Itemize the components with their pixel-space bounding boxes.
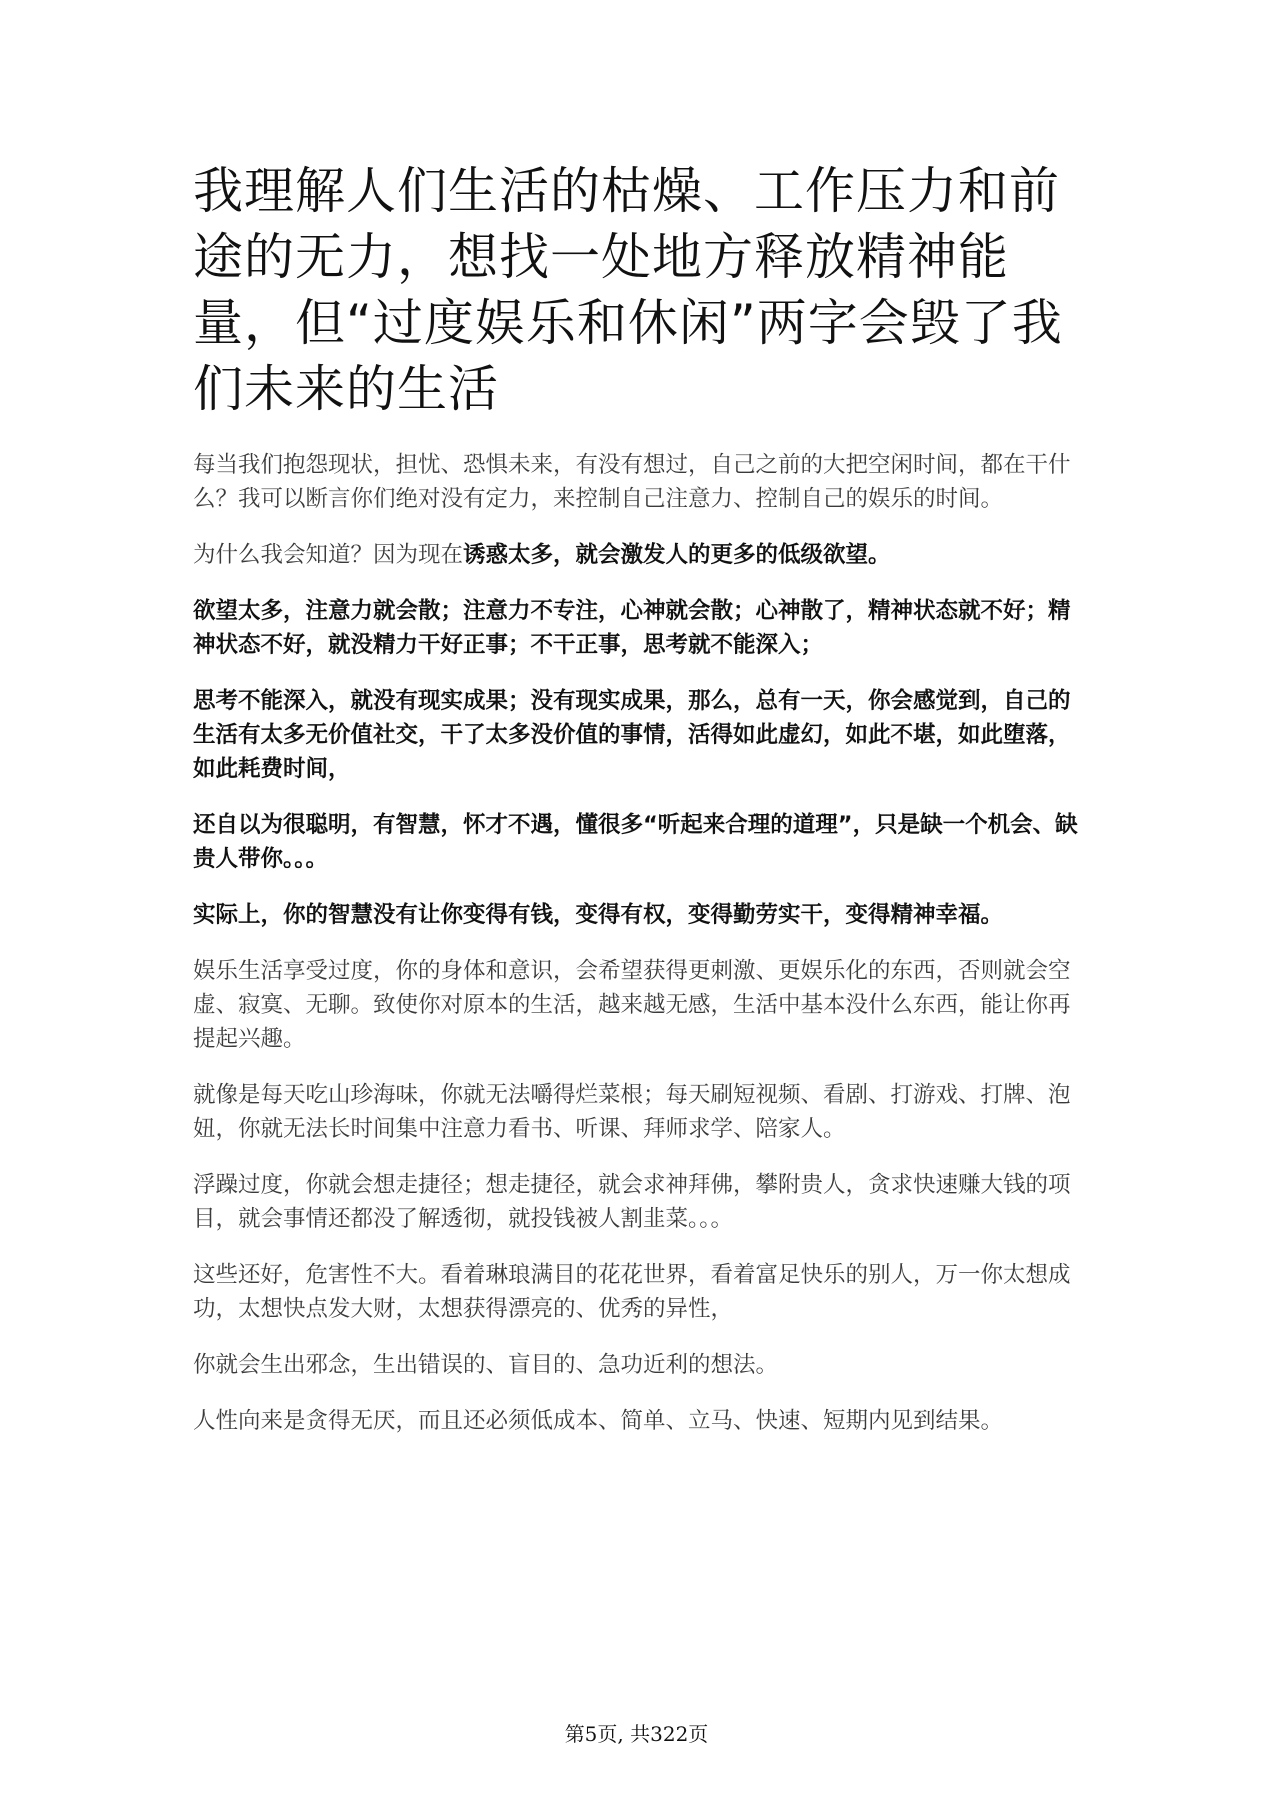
paragraph-bold: 实际上，你的智慧没有让你变得有钱，变得有权，变得勤劳实干，变得精神幸福。 [193,902,1004,928]
paragraph: 人性向来是贪得无厌，而且还必须低成本、简单、立马、快速、短期内见到结果。 [193,1408,1004,1434]
paragraph: 娱乐生活享受过度，你的身体和意识，会希望获得更刺激、更娱乐化的东西，否则就会空虚、寂寞、无聊。致使你对原本的生活，越来越无感，生活中基本没什么东西，能让你再提起兴趣。 [193,958,1071,1052]
article-body [193,448,1085,1460]
paragraph: 浮躁过度，你就会想走捷径；想走捷径，就会求神拜佛，攀附贵人，贪求快速赚大钱的项目，就会事情还都没了解透彻，就投钱被人割韭菜。。。 [193,1172,1071,1232]
paragraph [193,538,1085,572]
paragraph: 每当我们抱怨现状，担忧、恐惧未来，有没有想过，自己之前的大把空闲时间，都在干什么？我可以断言你们绝对没有定力，来控制自己注意力、控制自己的娱乐的时间。 [193,452,1071,512]
paragraph-text: 为什么我会知道？因为现在 [193,542,464,568]
paragraph-bold: 思考不能深入，就没有现实成果；没有现实成果，那么，总有一天，你会感觉到，自己的生活有太多无价值社交，干了太多没价值的事情，活得如此虚幻，如此不堪，如此堕落，如此耗费时间， [193,688,1071,782]
paragraph-emphasis: 诱惑太多，就会激发人的更多的低级欲望。 [463,542,891,568]
paragraph: 你就会生出邪念，生出错误的、盲目的、急功近利的想法。 [193,1352,779,1378]
page-title: 我理解人们生活的枯燥、工作压力和前途的无力，想找一处地方释放精神能量，但“过度娱乐和休闲”两字会毁了我们未来的生活 [193,162,1063,418]
page-number-footer: 第5页, 共322页 [564,1722,709,1746]
paragraph-bold: 还自以为很聪明，有智慧，怀才不遇，懂很多“听起来合理的道理”，只是缺一个机会、缺贵人带你。。。 [193,812,1078,872]
paragraph: 就像是每天吃山珍海味，你就无法嚼得烂菜根；每天刷短视频、看剧、打游戏、打牌、泡妞，你就无法长时间集中注意力看书、听课、拜师求学、陪家人。 [193,1082,1071,1142]
paragraph: 这些还好，危害性不大。看着琳琅满目的花花世界，看着富足快乐的别人，万一你太想成功，太想快点发大财，太想获得漂亮的、优秀的异性， [193,1262,1071,1322]
paragraph-bold: 欲望太多，注意力就会散；注意力不专注，心神就会散；心神散了，精神状态就不好；精神状态不好，就没精力干好正事；不干正事，思考就不能深入； [193,598,1071,658]
